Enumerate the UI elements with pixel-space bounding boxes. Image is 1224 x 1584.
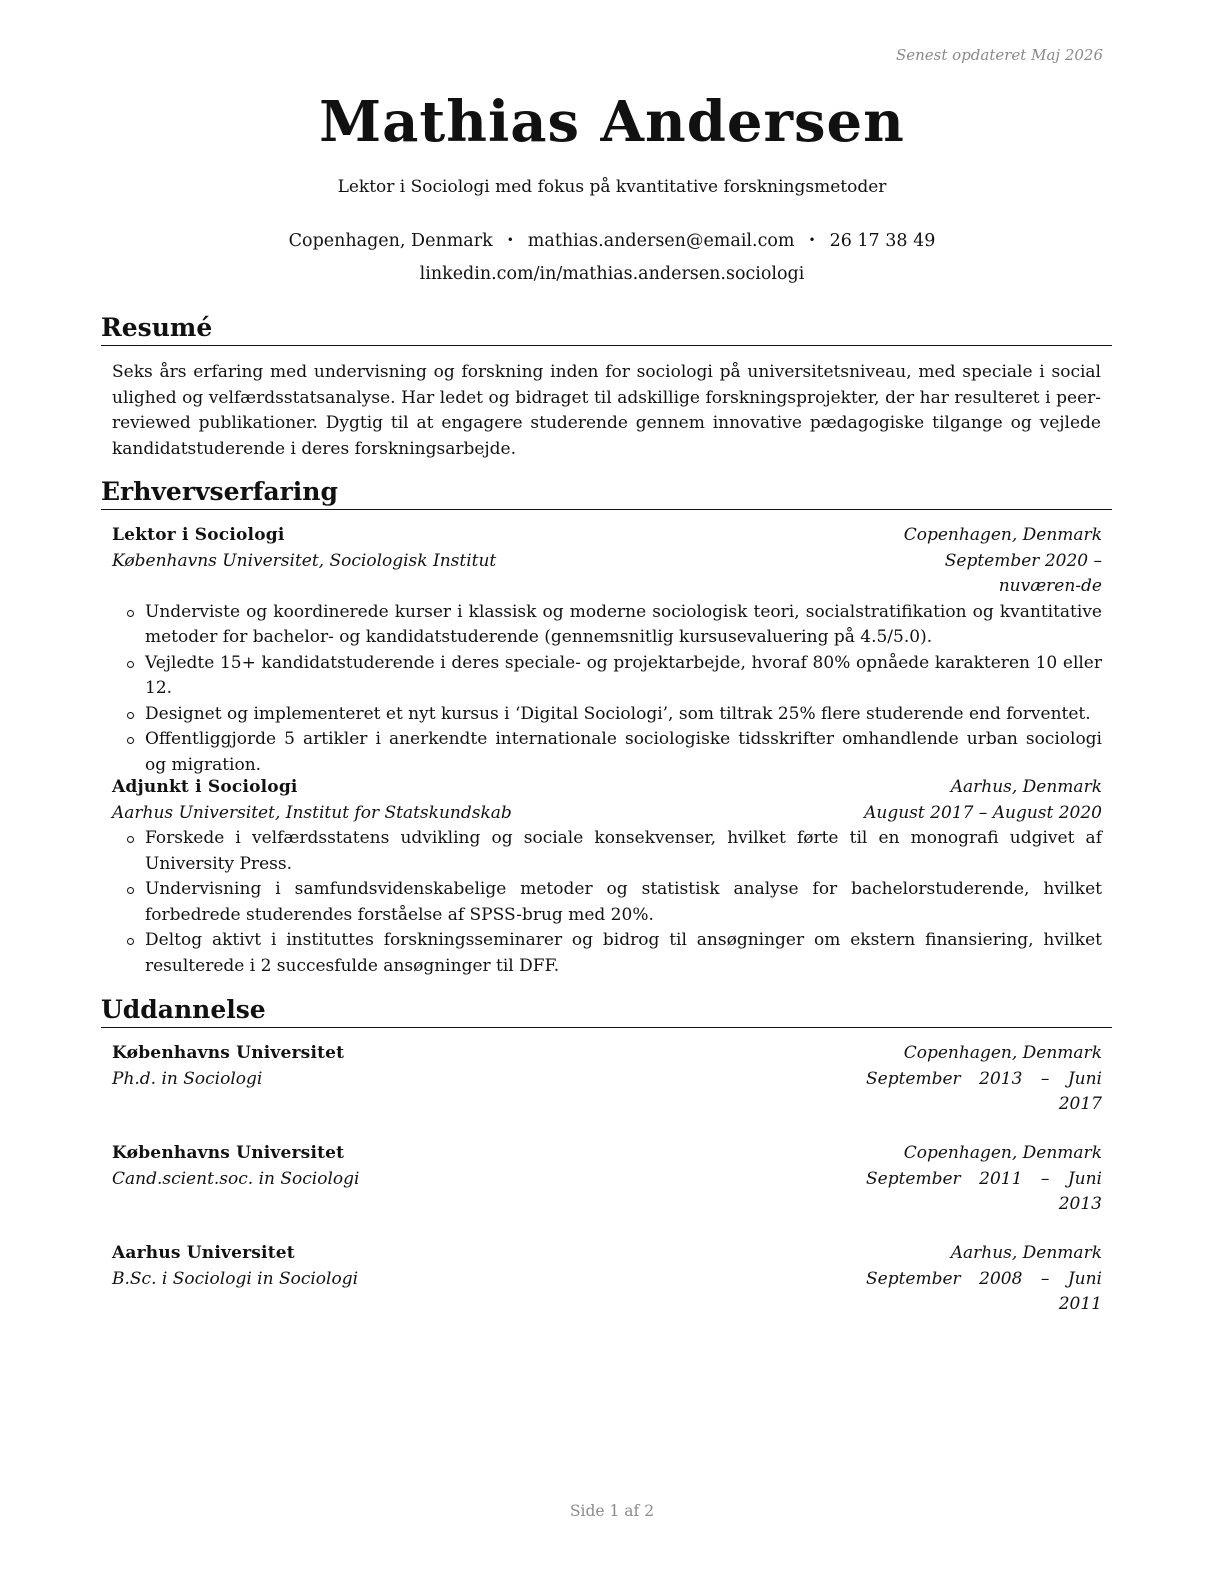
- circle-bullet-icon: [127, 737, 134, 744]
- circle-bullet-icon: [127, 836, 134, 843]
- circle-bullet-icon: [127, 661, 134, 668]
- summary-text: Seks års erfaring med undervisning og forskning inden for sociologi på universitetsniveau, med speciale i social ulighed og velfærdsstatsanalyse. Har ledet og bidraget til adskillige forskningsprojekter, der har resulteret i peer-reviewed publikationer. Dygtig til at engagere studerende gennem innovative pædagogiske tilgange og vejlede kandidatstuderende i deres forskningsarbejde.: [112, 362, 1101, 459]
- education-school: Københavns Universitet: [112, 1043, 345, 1063]
- job-bullet: Deltog aktivt i instituttes forskningsseminarer og bidrog til ansøgninger om ekstern finansiering, hvilket resulterede i 2 succesfulde ansøgninger til DFF.: [112, 928, 1102, 979]
- job-dates: August 2017 – August 2020: [864, 802, 1102, 823]
- job-location: Copenhagen, Denmark: [903, 525, 1102, 545]
- contact-linkedin[interactable]: linkedin.com/in/mathias.andersen.sociologi: [419, 264, 805, 284]
- job-bullet-list: [112, 826, 1102, 979]
- education-entry: [112, 1241, 1102, 1318]
- education-location: Copenhagen, Denmark: [903, 1143, 1102, 1163]
- section-title-summary: Resumé: [101, 312, 1112, 346]
- job-title: Lektor i Sociologi: [112, 525, 285, 545]
- job-bullet: Underviste og koordinerede kurser i klassisk og moderne sociologisk teori, socialstratifikation og kvantitative metoder for bachelor- og kandidatstuderende (gennemsnitlig kursusevaluering på 4.5/5.0).: [112, 600, 1102, 651]
- education-entry: [112, 1041, 1102, 1118]
- education-dates: September 2013 – Juni 2017: [866, 1068, 1102, 1114]
- job-bullet-list: [112, 600, 1102, 779]
- circle-bullet-icon: [127, 887, 134, 894]
- job-bullet: Undervisning i samfundsvidenskabelige metoder og statistisk analyse for bachelorstuderende, hvilket forbedrede studerendes forståelse af SPSS-brug med 20%.: [112, 877, 1102, 928]
- job-bullet: Designet og implementeret et nyt kursus i ‘Digital Sociologi’, som tiltrak 25% flere studerende end forventet.: [112, 702, 1102, 728]
- page-number: Side 1 af 2: [569, 1502, 655, 1520]
- job-title: Adjunkt i Sociologi: [112, 777, 298, 797]
- circle-bullet-icon: [127, 712, 134, 719]
- circle-bullet-icon: [127, 610, 134, 617]
- candidate-tagline: Lektor i Sociologi med fokus på kvantitative forskningsmetoder: [337, 177, 887, 197]
- education-school: Aarhus Universitet: [112, 1243, 295, 1263]
- section-title-experience: Erhvervserfaring: [101, 476, 1112, 510]
- education-location: Aarhus, Denmark: [950, 1243, 1102, 1263]
- contact-line: [0, 228, 1224, 253]
- education-degree: Ph.d. in Sociologi: [112, 1068, 263, 1089]
- contact-location: Copenhagen, Denmark: [288, 231, 493, 251]
- education-degree: Cand.scient.soc. in Sociologi: [112, 1168, 360, 1189]
- bullet-separator-icon: •: [808, 233, 816, 247]
- education-entry: [112, 1141, 1102, 1218]
- job-entry: [112, 523, 1102, 778]
- job-employer: Københavns Universitet, Sociologisk Institut: [112, 550, 497, 571]
- education-location: Copenhagen, Denmark: [903, 1043, 1102, 1063]
- education-dates: September 2008 – Juni 2011: [866, 1268, 1102, 1314]
- job-location: Aarhus, Denmark: [950, 777, 1102, 797]
- job-employer: Aarhus Universitet, Institut for Statskundskab: [112, 802, 512, 823]
- contact-phone: 26 17 38 49: [829, 231, 936, 251]
- bullet-separator-icon: •: [506, 233, 514, 247]
- job-bullet: Forskede i velfærdsstatens udvikling og sociale konsekvenser, hvilket førte til en monografi udgivet af University Press.: [112, 826, 1102, 877]
- job-bullet: Vejledte 15+ kandidatstuderende i deres speciale- og projektarbejde, hvoraf 80% opnåede karakteren 10 eller 12.: [112, 651, 1102, 702]
- education-dates: September 2011 – Juni 2013: [866, 1168, 1102, 1214]
- job-dates: September 2020 – nuværen-de: [944, 550, 1102, 596]
- candidate-name: Mathias Andersen: [319, 89, 905, 155]
- education-school: Københavns Universitet: [112, 1143, 345, 1163]
- last-updated-note: Senest opdateret Maj 2026: [895, 46, 1103, 64]
- job-entry: [112, 775, 1102, 979]
- job-bullet: Offentliggjorde 5 artikler i anerkendte internationale sociologiske tidsskrifter omhandlende urban sociologi og migration.: [112, 727, 1102, 778]
- education-degree: B.Sc. i Sociologi in Sociologi: [112, 1268, 359, 1289]
- section-title-education: Uddannelse: [101, 994, 1112, 1028]
- circle-bullet-icon: [127, 938, 134, 945]
- contact-email[interactable]: mathias.andersen@email.com: [527, 231, 795, 251]
